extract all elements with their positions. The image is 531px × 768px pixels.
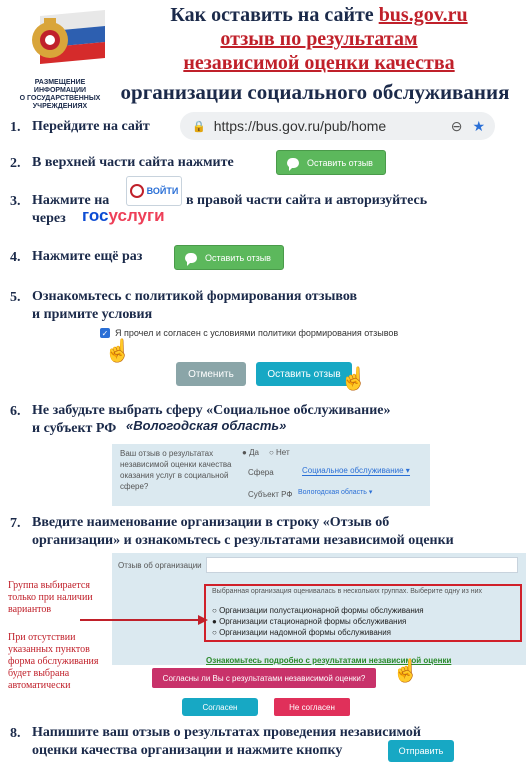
agree-question-bar: Согласны ли Вы с результатами независимой оценки? — [152, 668, 376, 688]
subject-value: Вологодская область — [298, 489, 367, 496]
subject-label: Субъект РФ — [248, 490, 293, 499]
login-button[interactable] — [126, 176, 182, 206]
step-text: оценки качества организации и нажмите кнопку — [32, 743, 343, 758]
coat-of-arms-logo — [10, 8, 110, 110]
chat-icon — [185, 253, 197, 263]
step-text: в правой части сайта и авторизуйтесь — [186, 193, 428, 208]
chat-icon — [287, 158, 299, 168]
group-note: Группа выбирается только при наличии вариантов — [8, 580, 93, 615]
url-text: https://bus.gov.ru/pub/home — [213, 118, 387, 134]
step-number: 2. — [10, 156, 21, 171]
logo-line: РАЗМЕЩЕНИЕ — [34, 79, 86, 86]
gosuslugi-logo — [82, 206, 165, 226]
group-hint: Выбранная организация оценивалась в нескольких группах. Выберите одну из них — [212, 588, 483, 595]
sphere-label: Сфера — [248, 468, 274, 477]
user-icon — [130, 184, 144, 198]
disagree-button[interactable]: Не согласен — [274, 698, 350, 716]
step-text: Ознакомьтесь с политикой формирования отзывов — [32, 289, 358, 304]
title-part: Как оставить на сайте — [170, 4, 379, 26]
step-text: Введите наименование организации в строку «Отзыв об — [32, 515, 390, 530]
sphere-select[interactable]: Социальное обслуживание ▾ — [302, 466, 410, 475]
auto-form-note: При отсутствии указанных пунктов форма обслуживания будет выбрана автоматически — [8, 632, 99, 691]
logo-line: О ГОСУДАРСТВЕННЫХ — [19, 95, 101, 102]
step-number: 8. — [10, 726, 21, 741]
group-select-box — [204, 584, 522, 642]
site-link[interactable]: bus.gov.ru — [378, 4, 468, 26]
results-details-link[interactable]: Ознакомьтесь подробно с результатами независимой оценки — [206, 656, 452, 665]
login-label: ВОЙТИ — [146, 186, 179, 196]
radio-yes[interactable]: ● Да — [242, 448, 259, 457]
title-line-2: отзыв по результатам — [220, 28, 418, 50]
step-number: 7. — [10, 516, 21, 531]
subject-select[interactable]: Вологодская область ▾ — [298, 489, 373, 496]
radio-yes-label: Да — [249, 448, 259, 457]
cancel-button[interactable]: Отменить — [176, 362, 246, 386]
hand-cursor-icon: ☝ — [340, 366, 368, 391]
group-option[interactable]: ● Организации стационарной формы обслуживания — [212, 617, 407, 626]
review-form-panel — [112, 444, 430, 506]
agree-button[interactable]: Согласен — [182, 698, 258, 716]
uslugi-part: услуги — [108, 206, 165, 225]
group-option[interactable]: ○ Организации полустационарной формы обслуживания — [212, 606, 424, 615]
step-text: через — [32, 211, 66, 226]
step-text: и примите условия — [32, 307, 153, 322]
hand-cursor-icon: ☝ — [104, 338, 132, 363]
region-highlight: «Вологодская область» — [126, 418, 287, 433]
org-input[interactable] — [206, 557, 518, 573]
step-text: Нажмите на — [32, 193, 110, 208]
radio-no[interactable]: ○ Нет — [268, 448, 290, 457]
radio-no-label: Нет — [276, 448, 290, 457]
step-number: 3. — [10, 194, 21, 209]
option-label: Организации надомной формы обслуживания — [219, 628, 392, 637]
step-number: 6. — [10, 404, 21, 419]
lock-icon: 🔒 — [192, 120, 206, 133]
button-label: Оставить отзыв — [307, 157, 373, 168]
button-label: Оставить отзыв — [205, 252, 271, 263]
submit-review-button[interactable]: Оставить отзыв — [256, 362, 352, 386]
sphere-value: Социальное обслуживание — [302, 466, 404, 475]
leave-review-button[interactable] — [174, 245, 284, 270]
yes-no-radio[interactable] — [242, 448, 290, 457]
arrow-icon — [80, 614, 208, 626]
page-title — [112, 4, 526, 74]
url-bar[interactable] — [180, 112, 495, 140]
step-text: Перейдите на сайт — [32, 119, 150, 134]
step-text: В верхней части сайта нажмите — [32, 155, 234, 170]
group-option[interactable]: ○ Организации надомной формы обслуживания — [212, 628, 392, 637]
title-line-3: независимой оценки качества — [183, 52, 455, 74]
logo-line: ИНФОРМАЦИИ — [33, 87, 87, 94]
step-text: Напишите ваш отзыв о результатах проведения независимой — [32, 725, 421, 740]
flag-eagle-icon — [10, 8, 110, 70]
step-text: и субъект РФ — [32, 421, 117, 436]
logo-line: УЧРЕЖДЕНИЯХ — [32, 103, 88, 110]
gos-part: гос — [82, 206, 109, 225]
send-button[interactable]: Отправить — [388, 740, 454, 762]
checkbox-checked-icon[interactable]: ✓ — [101, 328, 109, 338]
step-text: Нажмите ещё раз — [32, 249, 143, 264]
step-text: Не забудьте выбрать сферу «Социальное обслуживание» — [32, 403, 391, 418]
checkbox-label: Я прочел и согласен с условиями политики формирования отзывов — [115, 328, 399, 338]
org-label: Отзыв об организации — [118, 561, 202, 570]
step-text: организации» и ознакомьтесь с результатами независимой оценки — [32, 533, 454, 548]
step-number: 4. — [10, 250, 21, 265]
option-label: Организации стационарной формы обслуживания — [219, 617, 407, 626]
title-line-4: организации социального обслуживания — [120, 80, 510, 104]
zoom-icon[interactable]: ⊖ — [450, 117, 463, 134]
option-label: Организации полустационарной формы обслуживания — [219, 606, 424, 615]
policy-checkbox-row[interactable] — [100, 328, 398, 338]
question-text: Ваш отзыв о результатах независимой оценки качества оказания услуг в социальной сфере? — [120, 449, 232, 491]
step-number: 1. — [10, 120, 21, 135]
step-number: 5. — [10, 290, 21, 305]
leave-review-button[interactable] — [276, 150, 386, 175]
hand-cursor-icon: ☝ — [392, 658, 420, 683]
star-icon[interactable]: ★ — [472, 117, 485, 134]
